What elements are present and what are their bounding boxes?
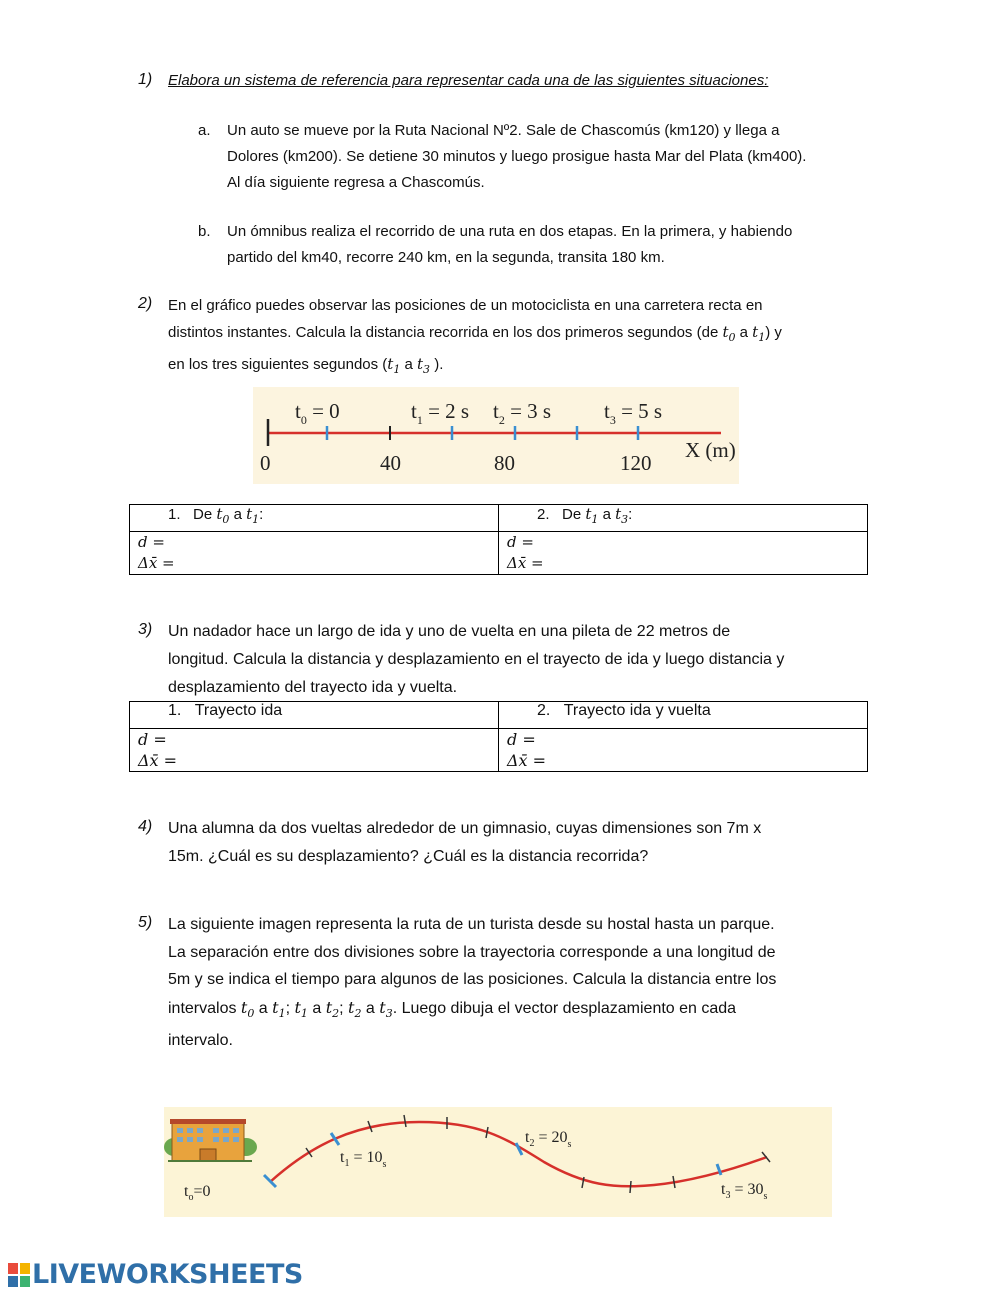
displacement-label: Δx̄ = [507,751,547,770]
label-t2: $t_2 = 3$ s [493,399,552,427]
q3-table-header-1: 1. Trayecto ida [130,702,499,729]
label-x80: 80 [494,451,515,475]
label-t0: $t_0 = 0$ [295,399,340,427]
q2-table-header-1: 1. De $t_0$ a $t_1$: [130,505,499,532]
q3-text: Un nadador hace un largo de ida y uno de vuelta en una pileta de 22 metros de longitud. Calcula la distancia y desplazamiento en el trayecto de ida y luego distancia y desplazamiento del trayecto ida y vuelta. [168,623,785,696]
q3-answer-cell-2[interactable] [499,729,868,772]
q1-title: Elabora un sistema de referencia para representar cada una de las siguientes situaciones: [168,72,769,89]
label-t1: $t_1 = 10_s$ [340,1149,387,1170]
label-x0: 0 [260,451,271,475]
label-t0: $t_o=0$ [184,1183,211,1203]
q2-answer-table [129,504,868,575]
liveworksheets-logo-icon [8,1263,30,1287]
axis-label: X (m) [685,438,736,462]
brand-name: LIVEWORKSHEETS [32,1259,303,1290]
q2-text: En el gráfico puedes observar las posiciones de un motociclista en una carretera recta en distintos instantes. Calcula la distancia recorrida en los dos primeros segundos (de $t_0$ a $t_1$) y en los tres siguientes segundos ($t_1$ a $t_3$ ). [168,297,782,376]
q2-table-header-2: 2. De $t_1$ a $t_3$: [499,505,868,532]
displacement-label: Δx̄ = [138,554,175,572]
label-t3: $t_3 = 5$ s [604,399,663,427]
q5-number: 5) [138,914,153,931]
q2-answer-cell-2[interactable] [499,532,868,575]
q1-a-text: Un auto se mueve por la Ruta Nacional Nº2. Sale de Chascomús (km120) y llega a Dolores (km200). Se detiene 30 minutos y luego prosigue hasta Mar del Plata (km400). Al día siguiente regresa a Chascomús. [227,122,807,191]
q4-text: Una alumna da dos vueltas alrededor de un gimnasio, cuyas dimensiones son 7m x 15m. ¿Cuál es su desplazamiento? ¿Cuál es la distancia recorrida? [168,820,762,865]
label-x120: 120 [620,451,652,475]
q1-b-text: Un ómnibus realiza el recorrido de una ruta en dos etapas. En la primera, y habiendo partido del km40, recorre 240 km, en la segunda, transita 180 km. [227,223,793,266]
distance-label: d = [138,533,165,551]
distance-label: d = [507,533,534,551]
hostal-building-icon [164,1119,257,1161]
displacement-label: Δx̄ = [138,751,178,770]
label-t1: $t_1 = 2$ s [411,399,470,427]
label-t2: $t_2 = 20_s$ [525,1129,572,1150]
q3-table-header-2: 2. Trayecto ida y vuelta [499,702,868,729]
q3-answer-table [129,701,868,772]
displacement-label: Δx̄ = [507,554,544,572]
q1-a-marker: a. [198,122,211,139]
q3-answer-cell-1[interactable] [130,729,499,772]
q2-answer-cell-1[interactable] [130,532,499,575]
motorcycle-position-figure [253,387,739,484]
q4-number: 4) [138,818,153,835]
label-t3: $t_3 = 30_s$ [721,1181,768,1202]
tourist-route-figure [164,1107,832,1217]
q2-number: 2) [138,295,153,312]
q5-text: La siguiente imagen representa la ruta de un turista desde su hostal hasta un parque. La separación entre dos divisiones sobre la trayectoria corresponde a una longitud de 5m y se indica el tiempo para algunos de las posiciones. Calcula la distancia entre los intervalos $t_0$ a $t_1$; $t_1$ a $t_2$; $t_2$ a $t_3$. Luego dibuja el vector desplazamiento en cada intervalo. [168,916,777,1050]
q3-number: 3) [138,621,153,638]
figure-background [164,1107,832,1217]
q1-number: 1) [138,71,153,88]
distance-label: d = [507,730,536,749]
distance-label: d = [138,730,167,749]
liveworksheets-logo[interactable] [8,1259,303,1290]
label-x40: 40 [380,451,401,475]
q1-b-marker: b. [198,223,211,240]
